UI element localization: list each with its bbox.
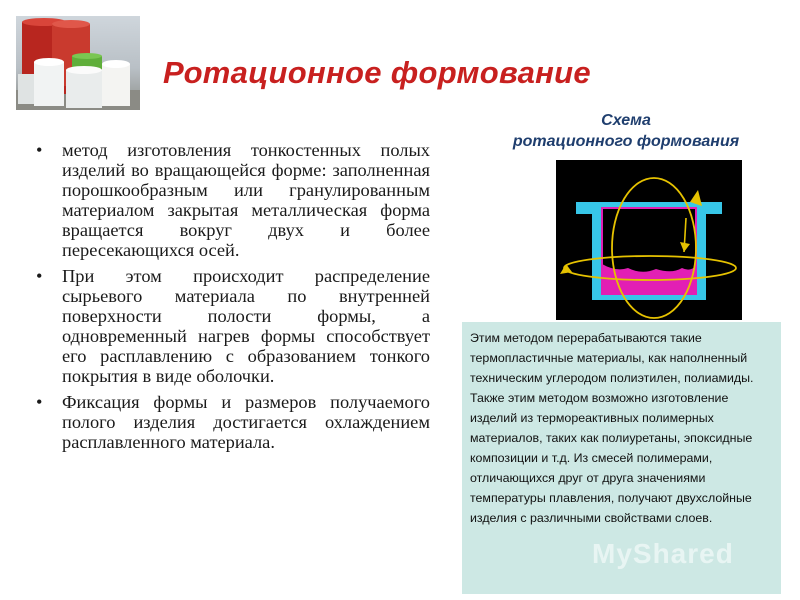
bullet-icon: • bbox=[36, 266, 43, 286]
bullet-icon: • bbox=[36, 140, 43, 160]
info-text: Этим методом перерабатываются такие термопластичные материалы, как наполненный техническим углеродом полиэтилен, полиамиды. Также этим методом возможно изготовление изделий из термореактивных полимерных материалов, таких как полиуретаны, эпоксидные композиции и т.д. Из смесей полимерами, отличающихся друг от друга значениями температуры плавления, получают двухслойные изделия с различными свойствами слоев. bbox=[470, 331, 754, 525]
bullet-text: Фиксация формы и размеров получаемого полого изделия достигается охлаждением расплавленного материала. bbox=[62, 392, 430, 452]
scheme-title bbox=[476, 110, 776, 152]
bullet-item bbox=[36, 140, 430, 260]
bullet-icon: • bbox=[36, 392, 43, 412]
bullet-list bbox=[36, 140, 430, 458]
plastic-tanks-illustration bbox=[16, 16, 140, 110]
scheme-title-line2: ротационного формования bbox=[512, 133, 740, 150]
bullet-item bbox=[36, 392, 430, 452]
watermark: MyShared bbox=[592, 538, 734, 569]
bullet-text: При этом происходит распределение сырьевого материала по внутренней поверхности полости формы, а одновременный нагрев формы способствует его расплавлению с образованием тонкого покрытия в виде оболочки. bbox=[62, 266, 430, 386]
bullet-text: метод изготовления тонкостенных полых изделий во вращающейся форме: заполненная порошкообразным или гранулированным материалом закрытая металлическая форма вращается вокруг двух и более пересекающихся осей. bbox=[62, 140, 430, 260]
scheme-title-line1: Схема bbox=[601, 112, 651, 129]
bullet-item bbox=[36, 266, 430, 386]
rotational-molding-diagram bbox=[556, 160, 742, 320]
mold-diagram-icon bbox=[556, 160, 742, 320]
slide-title: Ротационное формование bbox=[163, 55, 591, 90]
tanks-photo bbox=[16, 16, 140, 110]
